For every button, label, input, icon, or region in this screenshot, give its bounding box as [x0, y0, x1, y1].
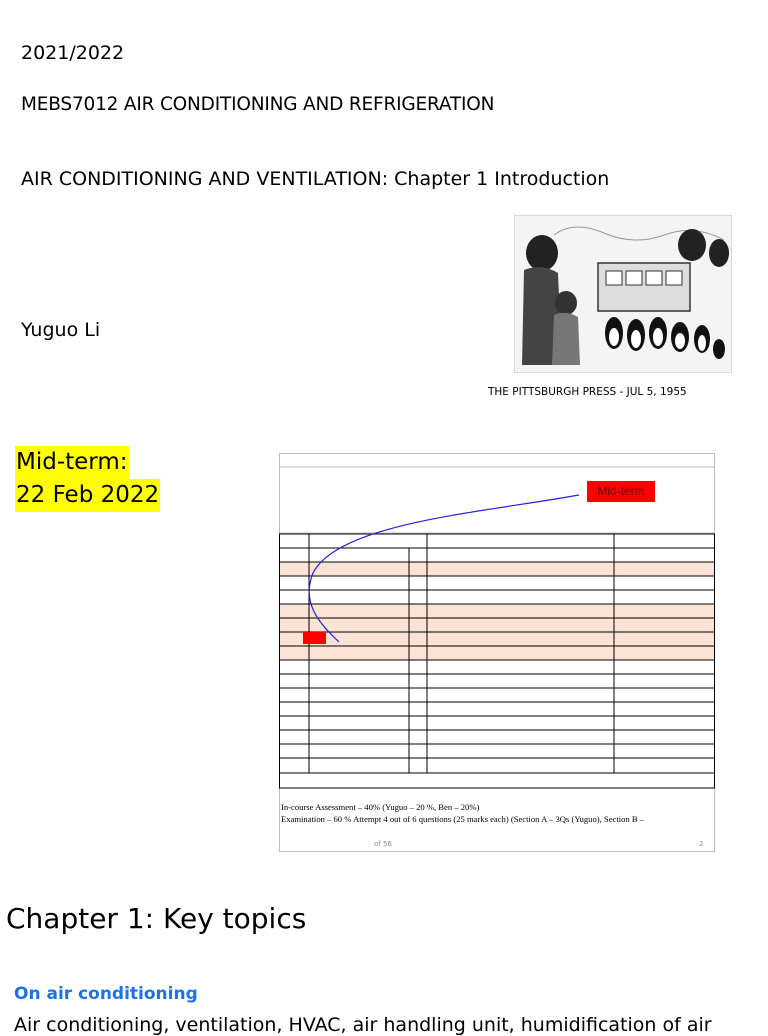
cartoon-illustration: [514, 215, 732, 373]
academic-year: 2021/2022: [21, 42, 125, 64]
author-name: Yuguo Li: [21, 319, 101, 341]
midterm-highlight-cell: [303, 632, 326, 644]
page-number: 2: [699, 840, 704, 848]
page-count: of 56: [374, 840, 392, 848]
course-title: MEBS7012 AIR CONDITIONING AND REFRIGERATION: [21, 94, 495, 115]
midterm-date: 22 Feb 2022: [15, 479, 160, 512]
midterm-note: [15, 446, 160, 512]
assessment-line-2: Examination – 60 % Attempt 4 out of 6 questions (25 marks each) (Section A – 3Qs (Yuguo), Section B –: [281, 814, 645, 824]
topic-first-line: Air conditioning, ventilation, HVAC, air handling unit, humidification of air: [14, 1014, 712, 1036]
topic-heading: On air conditioning: [14, 984, 198, 1004]
key-topics-title: Chapter 1: Key topics: [6, 902, 307, 935]
midterm-label: Mid-term:: [15, 446, 129, 479]
chapter-title: AIR CONDITIONING AND VENTILATION: Chapter 1 Introduction: [21, 168, 610, 190]
cartoon-caption: THE PITTSBURGH PRESS - JUL 5, 1955: [488, 386, 687, 398]
midterm-callout-label: Mid-term: [597, 484, 645, 498]
course-schedule-table: [279, 453, 715, 852]
assessment-text: [281, 801, 644, 825]
assessment-line-1: In-course Assessment – 40% (Yuguo – 20 %, Ben – 20%): [281, 802, 480, 812]
